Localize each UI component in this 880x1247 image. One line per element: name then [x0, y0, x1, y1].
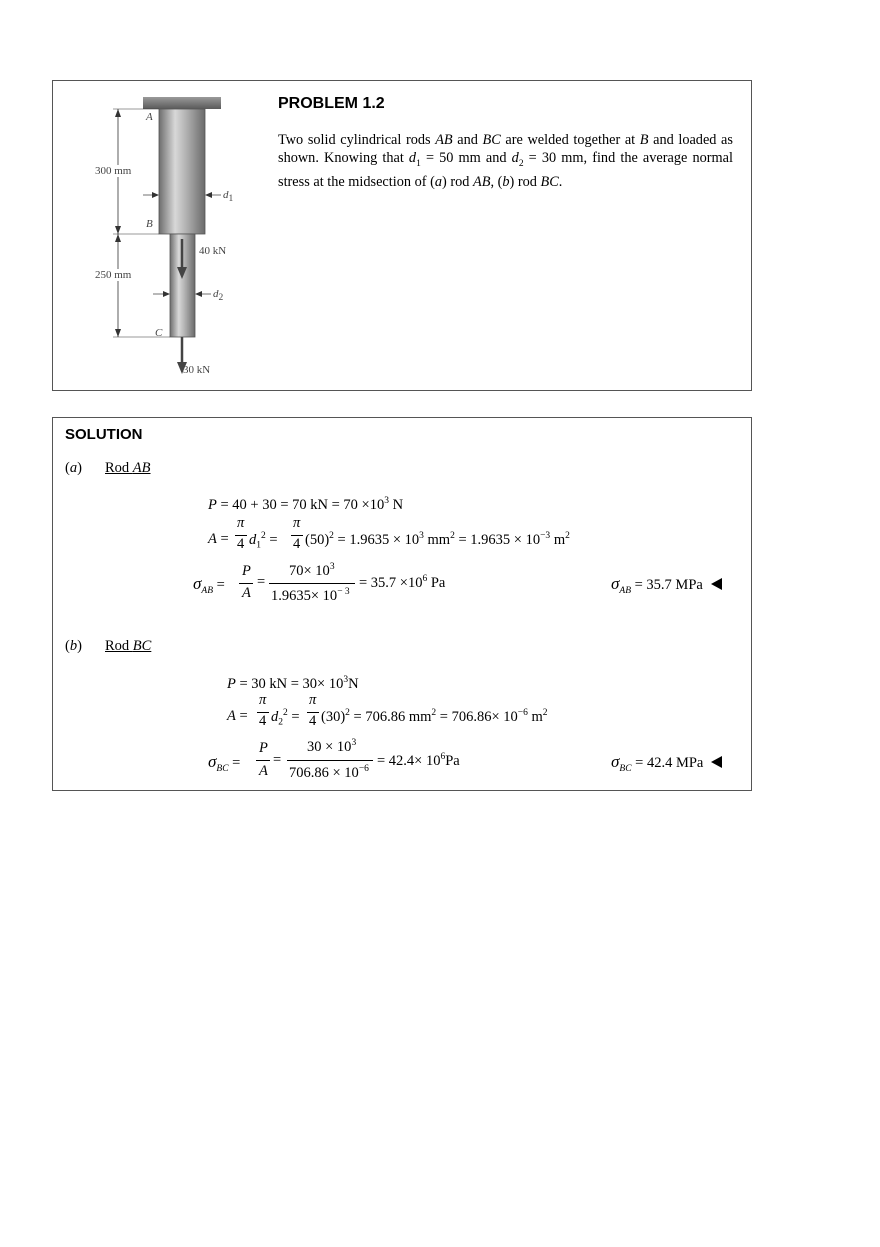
- length-ab-label: 300 mm: [95, 165, 132, 177]
- d1-label: $d_1$: [223, 189, 234, 205]
- part-b-label: (b): [65, 638, 82, 654]
- rod-figure: [83, 91, 263, 386]
- answer-marker-icon: [711, 578, 722, 590]
- load-40kn-label: 40 kN: [199, 245, 227, 257]
- problem-box: [52, 80, 752, 391]
- solution-box: SOLUTION (a) Rod AB P = 40 + 30 = 70 kN = $70 \times 10^3$ N A = π 4 $d_1^2$ = π 4 $(50)^2 = 1.9635 \times 10^3$ $mm^2 = 1.9635 \times 10^{-3}$ $m^2$ $\sigma_{AB}$ = P A = $70\times 10^3$ $1.9635\times 10^{- 3}$ = $35.7 \times 10^6$ Pa $\sigma_{AB} = 35.7$ MPa (b) Rod BC P = 30 kN = $30\times 10^3N$ A = π 4 $d_2^2$ = π 4 $(30)^2 = 706.86$ $mm^2 = 706.86\times 10^{-6}$ $m^2$ $\sigma_{BC}$ = P A = $30 \times 10^3$ $706.86 \times 10^{-6}$ = $42.4\times 10^6Pa$ $\sigma_{BC} = 42.4$ MPa: [52, 417, 752, 791]
- load-30kn-label: 30 kN: [183, 364, 211, 376]
- part-b-force-equation: P = 30 kN = $30\times 10^3N$: [227, 675, 359, 692]
- label-b: B: [146, 218, 153, 230]
- label-a: A: [146, 111, 153, 123]
- part-b-answer: $\sigma_{BC} = 42.4$ MPa: [611, 752, 722, 774]
- length-bc-label: 250 mm: [95, 269, 132, 281]
- part-a-answer: $\sigma_{AB} = 35.7$ MPa: [611, 574, 722, 596]
- answer-marker-icon: [711, 756, 722, 768]
- part-a-force-equation: P = 40 + 30 = 70 kN = $70 \times 10^3$ N: [208, 496, 404, 513]
- part-b-heading: Rod BC: [105, 638, 152, 654]
- part-a-heading: Rod AB: [105, 460, 151, 476]
- label-c: C: [155, 327, 163, 339]
- problem-statement: Two solid cylindrical rods AB and BC are welded together at B and loaded as shown. Knowing that $d_1 = 50$ mm and $d_2 = 30$ mm, find the average normal stress at the midsection of (a) rod AB, (b) rod BC.: [278, 132, 733, 190]
- rod-ab: [159, 109, 205, 234]
- problem-title: PROBLEM 1.2: [278, 95, 385, 112]
- solution-title: SOLUTION: [65, 426, 143, 443]
- d2-label: $d_2$: [213, 288, 224, 304]
- part-a-label: (a): [65, 460, 82, 476]
- fixed-support: [143, 97, 221, 109]
